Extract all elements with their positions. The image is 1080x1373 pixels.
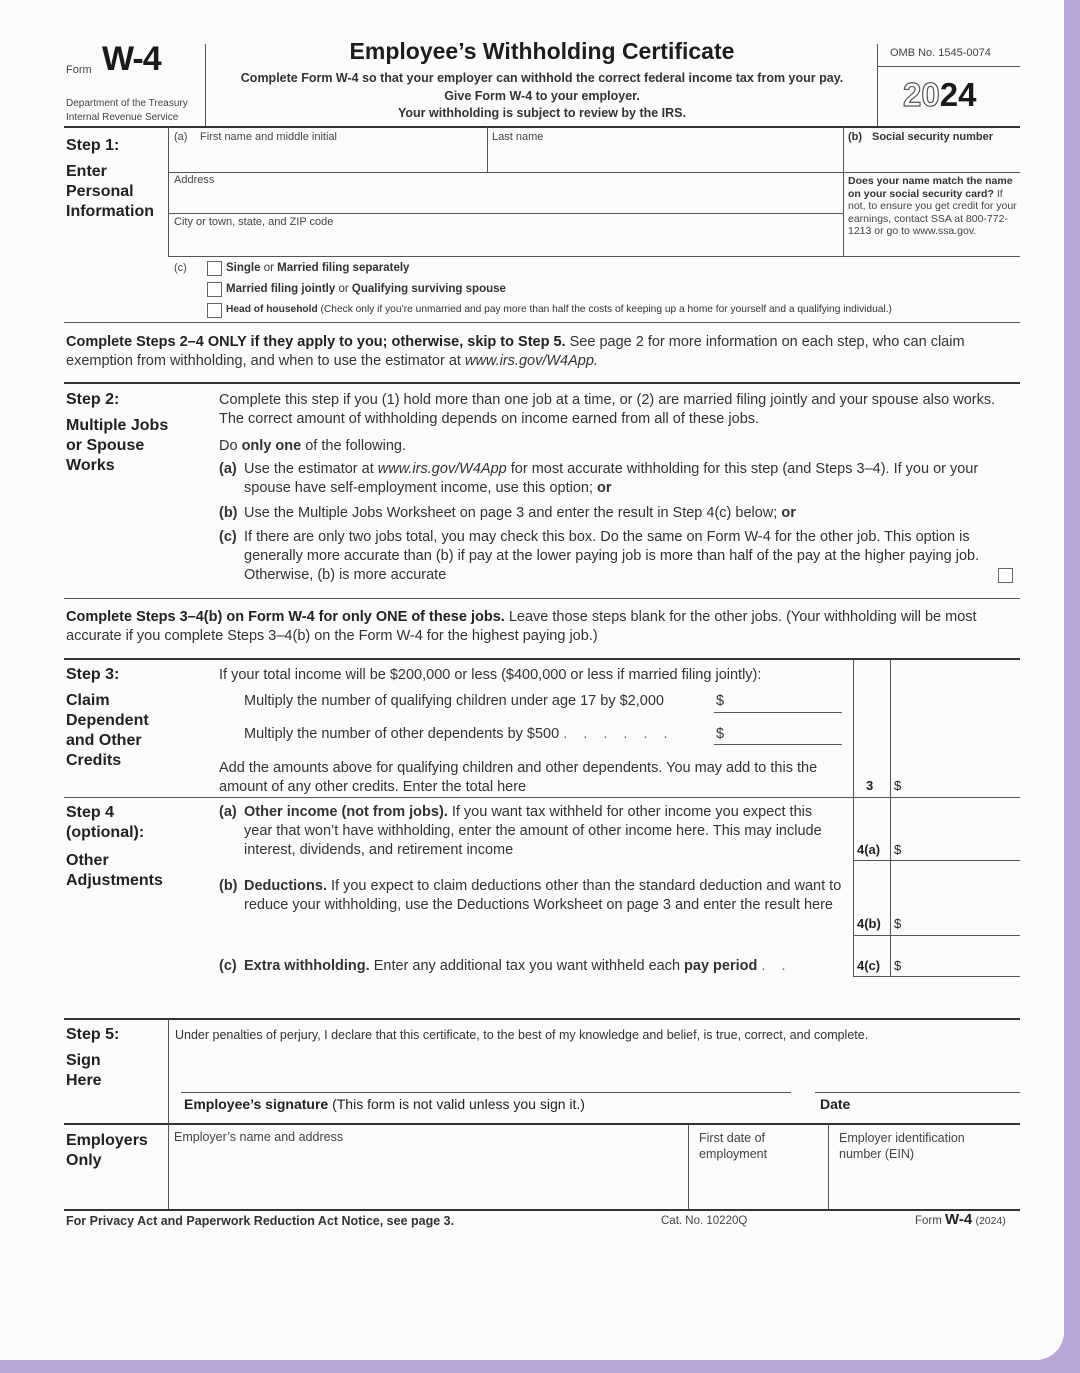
step4-b-marker: (b) [219, 878, 238, 894]
step2-title-line2: Multiple Jobs [66, 417, 169, 434]
address-label: Address [174, 174, 215, 186]
step3-title-line4: and Other [66, 732, 142, 749]
form-label: Form [66, 64, 92, 76]
step1-title [66, 136, 154, 222]
filing-status-joint-checkbox[interactable] [207, 282, 222, 297]
hoh-label: Head of household [226, 304, 318, 315]
steps34-rule [64, 658, 1020, 660]
step2-do-only-one [219, 437, 406, 456]
step2-title [66, 390, 168, 476]
step2-title-line1: Step 2: [66, 391, 120, 408]
ssn-note [848, 175, 1020, 238]
amount-column-divider [890, 659, 891, 977]
footer-form-year: (2024) [975, 1215, 1006, 1227]
step3-title [66, 665, 149, 771]
step2-b-marker: (b) [219, 505, 238, 521]
step2-bottom-rule [64, 598, 1020, 599]
step4-bottom-rule [64, 1018, 1020, 1020]
perjury-statement: Under penalties of perjury, I declare that this certificate, to the best of my knowledge and belief, is true, correct, and complete. [175, 1028, 869, 1042]
step2-intro: Complete this step if you (1) hold more than one job at a time, or (2) are married filing jointly and your spouse also works. The correct amount of withholding depends on income earned from all of these jobs. [219, 392, 996, 427]
or-label-2: or [338, 283, 349, 295]
step4-c-body: Enter any additional tax you want withheld each [373, 958, 681, 974]
line3-box-rule [853, 797, 1020, 798]
married-jointly-label: Married filing jointly [226, 283, 336, 295]
line4b-amount-input[interactable] [906, 914, 1018, 934]
step4-title-line2: (optional): [66, 824, 145, 841]
header-divider-right [877, 44, 878, 126]
step3-line1-input[interactable] [714, 712, 842, 713]
step3-title-line3: Dependent [66, 712, 149, 729]
steps34-note-rest: Leave those steps blank for the other jobs. (Your withholding will be most accurate if you complete Steps 3–4(b) on the Form W-4 for the highest paying job.) [66, 609, 977, 644]
line3-dollar: $ [894, 778, 902, 793]
step3-line2-label: Multiply the number of other dependents by $500 . . . . . . [244, 726, 674, 742]
ssn-label: Social security number [872, 131, 994, 143]
employer-name-field[interactable] [170, 1126, 686, 1208]
line4b-box-rule [853, 935, 1020, 936]
header-subtitle-1: Complete Form W-4 so that your employer can withhold the correct federal income tax from your pay. [240, 71, 844, 85]
privacy-notice: For Privacy Act and Paperwork Reduction Act Notice, see page 3. [66, 1214, 455, 1228]
step1-title-line1: Step 1: [66, 137, 120, 154]
step1-bottom-rule [64, 322, 1020, 323]
header-divider-left [205, 44, 206, 126]
step3-title-line2: Claim [66, 692, 110, 709]
ssn-note-bold: Does your name match the name on your social security card? [848, 175, 1013, 200]
step3-line2-dollar: $ [716, 726, 725, 742]
tax-year-prefix: 20 [903, 76, 940, 113]
first-name-label: First name and middle initial [200, 131, 337, 143]
signature-caption [184, 1096, 585, 1112]
filing-status-hoh-checkbox[interactable] [207, 303, 222, 318]
step3-line2-text: Multiply the number of other dependents by $500 [244, 726, 560, 742]
step2-a-marker: (a) [219, 461, 237, 477]
step4-title [66, 803, 163, 891]
ein-line2: number (EIN) [839, 1147, 915, 1161]
married-separately-label: Married filing separately [277, 262, 410, 274]
ssn-field[interactable] [844, 128, 1020, 172]
line4b-label: 4(b) [857, 916, 881, 931]
last-name-field[interactable] [488, 128, 842, 172]
employers-divider-1 [688, 1124, 689, 1209]
signature-note: (This form is not valid unless you sign it.) [332, 1096, 585, 1112]
steps34-note-bold: Complete Steps 3–4(b) on Form W-4 for only ONE of these jobs. [66, 609, 505, 625]
step5-title-line2: Sign [66, 1052, 101, 1069]
step4-b-bold: Deductions. [244, 878, 327, 894]
signature-label: Employee’s signature [184, 1096, 329, 1112]
header-subtitle-3: Your withholding is subject to review by the IRS. [398, 106, 686, 120]
estimator-link[interactable]: www.irs.gov/W4App. [464, 353, 598, 369]
ein-field[interactable] [830, 1126, 1020, 1208]
first-date-field[interactable] [690, 1126, 826, 1208]
form-title: Employee’s Withholding Certificate [349, 38, 735, 64]
tax-year [903, 76, 976, 114]
form-number: W-4 [102, 40, 161, 78]
step4-b-text [244, 877, 844, 915]
employers-left-border [168, 1124, 169, 1209]
step1-left-border [168, 127, 169, 257]
footer-form-number: W-4 [945, 1211, 973, 1228]
do-bold: only one [241, 438, 302, 454]
step4-a-bold: Other income (not from jobs). [244, 804, 448, 820]
step5-title-line1: Step 5: [66, 1026, 120, 1043]
steps34-note [66, 608, 1020, 646]
step2-option-a [244, 460, 1014, 498]
field-b-marker: (b) [848, 131, 863, 143]
employers-title [66, 1131, 148, 1171]
footer-form-label: Form [915, 1215, 942, 1227]
step3-add-text: Add the amounts above for qualifying children and other dependents. You may add to this the amount of any other credits. Enter the total here [219, 760, 818, 795]
steps-instructions [66, 333, 1020, 371]
header-subtitle-2: Give Form W-4 to your employer. [444, 89, 640, 103]
last-name-label: Last name [492, 131, 544, 143]
step2-title-line4: Works [66, 457, 115, 474]
step3-bottom-rule [64, 797, 854, 798]
filing-status-single-label [226, 262, 409, 274]
step4-b-body: If you expect to claim deductions other than the standard deduction and want to reduce your withholding, use the Deductions Worksheet on page 3 and enter the result here [244, 878, 842, 913]
filing-status-single-checkbox[interactable] [207, 261, 222, 276]
employers-bottom-rule [64, 1209, 1020, 1211]
omb-number: OMB No. 1545-0074 [890, 47, 991, 59]
step4-a-body: If you want tax withheld for other income you expect this year that won’t have withholding, enter the amount of other income here. This may include interest, dividends, and retirement income [244, 804, 822, 858]
single-label: Single [226, 262, 261, 274]
employers-title-line2: Only [66, 1152, 102, 1169]
step5-bottom-rule [64, 1123, 1020, 1125]
step3-line1-label: Multiply the number of qualifying children under age 17 by $2,000 [244, 693, 664, 709]
line3-amount-input[interactable] [906, 776, 1018, 796]
employers-divider-2 [828, 1124, 829, 1209]
tax-year-suffix: 24 [939, 76, 977, 113]
line4c-dollar: $ [894, 958, 902, 973]
step2-a-or: or [597, 480, 612, 496]
step2-a-post: for most accurate withholding for this step (and Steps 3–4). If you or your spouse have self-employment income, use this option; [244, 461, 979, 496]
line4c-box-rule [853, 976, 1020, 977]
surviving-spouse-label: Qualifying surviving spouse [351, 283, 506, 295]
ein-label [839, 1130, 965, 1162]
employers-title-line1: Employers [66, 1132, 148, 1149]
amount-column-left [853, 659, 854, 977]
step1-title-line3: Personal [66, 183, 134, 200]
instructions-rule [64, 382, 1020, 384]
step4-a-text [244, 803, 844, 860]
do-post: of the following. [305, 438, 406, 454]
instructions-rest: See page 2 for more information on each step, who can claim exemption from withholding, and when to use the estimator at [66, 334, 965, 369]
step2-b-or: or [781, 505, 796, 521]
line4b-dollar: $ [894, 916, 902, 931]
filing-status-joint-label [226, 283, 506, 295]
line4a-dollar: $ [894, 842, 902, 857]
or-label-1: or [263, 262, 274, 274]
step3-intro: If your total income will be $200,000 or less ($400,000 or less if married filing jointly): [219, 667, 762, 683]
first-date-line1: First date of [699, 1131, 765, 1145]
first-date-line2: employment [699, 1147, 768, 1161]
step5-title [66, 1025, 119, 1091]
omb-rule [877, 66, 1020, 67]
city-field[interactable] [170, 214, 842, 256]
instructions-bold: Complete Steps 2–4 ONLY if they apply to you; otherwise, skip to Step 5. [66, 334, 566, 350]
ssn-note-rest: If not, to ensure you get credit for your earnings, contact SSA at 800-772-1213 or go to www.ssa.gov. [848, 187, 1017, 237]
step4-c-pay-period: pay period [684, 958, 758, 974]
line3-label: 3 [866, 778, 874, 793]
step2-a-pre: Use the estimator at [244, 461, 374, 477]
first-name-field[interactable] [170, 128, 486, 172]
agency-line-1: Department of the Treasury [66, 98, 188, 109]
step1-title-line2: Enter [66, 163, 107, 180]
field-c-marker: (c) [174, 262, 187, 274]
step2-option-c [244, 528, 992, 585]
step3-line1-dollar: $ [716, 693, 725, 709]
step4-c-text: Extra withholding. Enter any additional tax you want withheld each pay period . . [244, 958, 792, 974]
filing-status-hoh-label [226, 304, 892, 315]
row3-rule [168, 256, 1020, 257]
step1-title-line4: Information [66, 203, 154, 220]
step4-title-line1: Step 4 [66, 804, 115, 821]
header-center [208, 38, 876, 120]
field-a-marker: (a) [174, 131, 188, 143]
city-label: City or town, state, and ZIP code [174, 216, 334, 228]
step3-line2-input[interactable] [714, 744, 842, 745]
step2-a-link[interactable]: www.irs.gov/W4App [377, 461, 507, 477]
date-label: Date [820, 1096, 851, 1112]
signature-line[interactable] [181, 1092, 791, 1093]
step2-c-marker: (c) [219, 529, 237, 545]
line4c-amount-input[interactable] [906, 956, 1018, 976]
line4a-amount-input[interactable] [906, 840, 1018, 860]
step5-left-border [168, 1019, 169, 1123]
agency-line-2: Internal Revenue Service [66, 112, 179, 123]
date-line[interactable] [815, 1092, 1020, 1093]
ein-line1: Employer identification [839, 1131, 965, 1145]
first-date-label [699, 1130, 767, 1162]
two-jobs-checkbox[interactable] [998, 568, 1013, 583]
step4-title-line4: Adjustments [66, 872, 163, 889]
step5-title-line3: Here [66, 1072, 102, 1089]
catalog-number: Cat. No. 10220Q [661, 1215, 748, 1227]
step4-a-marker: (a) [219, 804, 237, 820]
line4a-box-rule [853, 860, 1020, 861]
step3-title-line1: Step 3: [66, 666, 120, 683]
step2-b-text: Use the Multiple Jobs Worksheet on page 3 and enter the result in Step 4(c) below; [244, 505, 778, 521]
do-pre: Do [219, 438, 238, 454]
step2-option-b [244, 504, 1014, 523]
employer-name-label: Employer’s name and address [174, 1130, 344, 1144]
step4-c-marker: (c) [219, 958, 237, 974]
step3-title-line5: Credits [66, 752, 122, 769]
step4-c-bold: Extra withholding. [244, 958, 370, 974]
step2-title-line3: or Spouse [66, 437, 145, 454]
line4a-label: 4(a) [857, 842, 881, 857]
step4-title-line3: Other [66, 852, 109, 869]
hoh-note: (Check only if you’re unmarried and pay more than half the costs of keeping up a home for yourself and a qualifying individual.) [320, 304, 892, 315]
line4c-label: 4(c) [857, 958, 881, 973]
footer-form-id [915, 1211, 1006, 1228]
step2-c-text: If there are only two jobs total, you may check this box. Do the same on Form W-4 for the other job. This option is generally more accurate than (b) if pay at the lower paying job is more than half of the pay at the higher paying job. Otherwise, (b) is more accurate [244, 529, 980, 583]
address-field[interactable] [170, 173, 842, 213]
